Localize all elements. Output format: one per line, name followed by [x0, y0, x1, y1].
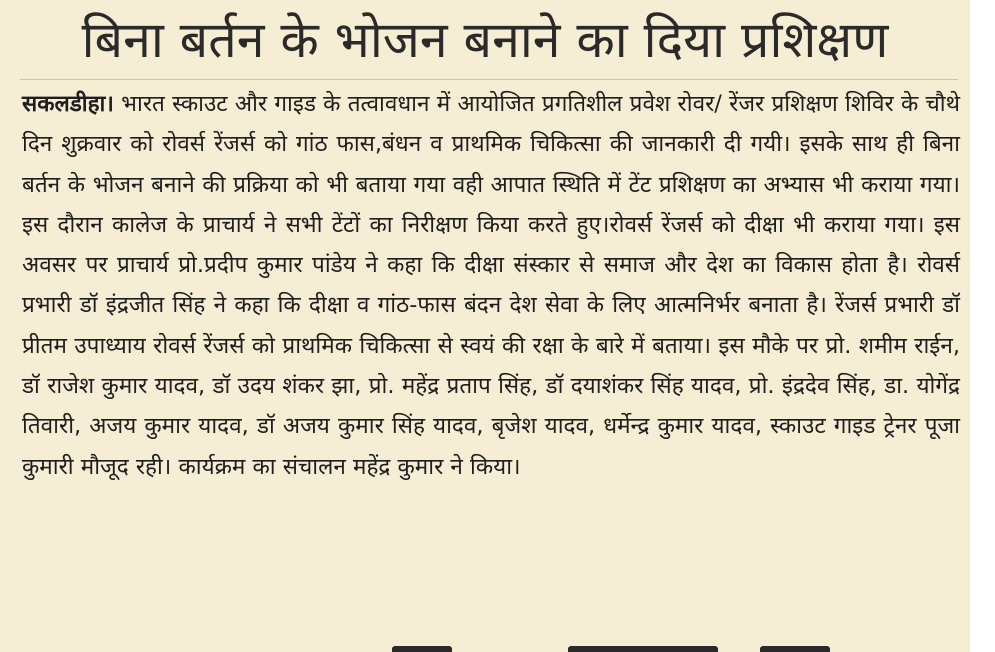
- article-body: [22, 84, 960, 487]
- page-margin: [970, 0, 995, 652]
- headline: बिना बर्तन के भोजन बनाने का दिया प्रशिक्षण: [81, 11, 889, 69]
- cutoff-glyph: [392, 646, 452, 652]
- article-text: भारत स्काउट और गाइड के तत्वावधान में आयोजित प्रगतिशील प्रवेश रोवर/ रेंजर प्रशिक्षण शिविर के चौथे दिन शुक्रवार को रोवर्स रेंजर्स को गांठ फास,बंधन व प्राथमिक चिकित्सा की जानकारी दी गयी। इसके साथ ही बिना बर्तन के भोजन बनाने की प्रक्रिया को भी बताया गया वही आपात स्थिति में टेंट प्रशिक्षण का अभ्यास भी कराया गया। इस दौरान कालेज के प्राचार्य ने सभी टेंटों का निरीक्षण किया करते हुए।रोवर्स रेंजर्स को दीक्षा भी कराया गया। इस अवसर पर प्राचार्य प्रो.प्रदीप कुमार पांडेय ने कहा कि दीक्षा संस्कार से समाज और देश का विकास होता है। रोवर्स प्रभारी डॉ इंद्रजीत सिंह ने कहा कि दीक्षा व गांठ-फास बंदन देश सेवा के लिए आत्मनिर्भर बनाता है। रेंजर्स प्रभारी डॉ प्रीतम उपाध्याय रोवर्स रेंजर्स को प्राथमिक चिकित्सा से स्वयं की रक्षा के बारे में बताया। इस मौके पर प्रो. शमीम राईन, डॉ राजेश कुमार यादव, डॉ उदय शंकर झा, प्रो. महेंद्र प्रताप सिंह, डॉ दयाशंकर सिंह यादव, प्रो. इंद्रदेव सिंह, डा. योगेंद्र तिवारी, अजय कुमार यादव, डॉ अजय कुमार सिंह यादव, बृजेश यादव, धर्मेन्द्र कुमार यादव, स्काउट गाइड ट्रेनर पूजा कुमारी मौजूद रही। कार्यक्रम का संचालन महेंद्र कुमार ने किया।: [22, 91, 960, 480]
- cutoff-glyph: [760, 646, 830, 652]
- headline-divider: [20, 79, 958, 80]
- cutoff-glyph: [568, 646, 718, 652]
- dateline: सकलडीहा।: [22, 91, 114, 117]
- next-headline-cutoff: [0, 640, 970, 652]
